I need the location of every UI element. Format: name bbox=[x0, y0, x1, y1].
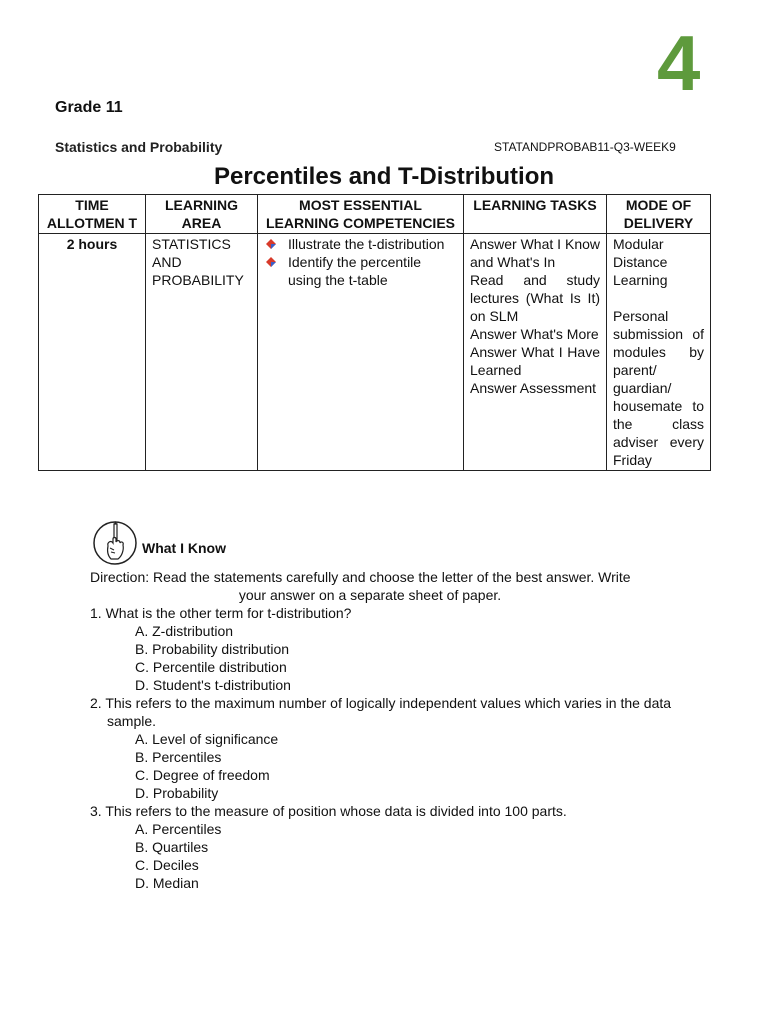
question-text: 3. This refers to the measure of position whose data is divided into 100 parts. bbox=[90, 803, 567, 819]
mode-item: Modular Distance Learning bbox=[613, 236, 668, 288]
subtitle-cut: Statistics and Probability bbox=[55, 139, 223, 155]
task-item: Answer What I Have Learned bbox=[470, 344, 600, 378]
option-text: D. Student's t-distribution bbox=[135, 677, 291, 693]
mode-item: Personal submission of modules by parent/ guardian/ housemate to the class adviser every Friday bbox=[613, 308, 704, 468]
header-learning-tasks: LEARNING TASKS bbox=[464, 195, 607, 234]
lesson-plan-table bbox=[38, 194, 711, 471]
competencies-cell bbox=[258, 234, 464, 471]
learning-area-cell: STATISTICS AND PROBABILITY bbox=[146, 234, 258, 471]
option-text: A. Level of significance bbox=[135, 731, 279, 747]
question-item bbox=[90, 604, 690, 694]
grade-label: Grade 11 bbox=[55, 99, 123, 116]
table-header-row bbox=[39, 195, 711, 234]
option-text: D. Probability bbox=[135, 785, 219, 801]
arrow-bullet-icon bbox=[266, 257, 276, 267]
module-code: STATANDPROBAB11-Q3-WEEK9 bbox=[494, 140, 676, 154]
section-title: What I Know bbox=[142, 540, 226, 556]
direction-line: your answer on a separate sheet of paper. bbox=[238, 587, 502, 603]
option-text: B. Percentiles bbox=[135, 749, 222, 765]
quiz-section bbox=[90, 568, 690, 892]
hand-pencil-icon bbox=[92, 520, 138, 566]
header-competencies: MOST ESSENTIAL LEARNING COMPETENCIES bbox=[258, 195, 464, 234]
spacer bbox=[613, 289, 704, 307]
competency-text: Identify the percentile using the t-table bbox=[288, 254, 422, 288]
option-text: C. Deciles bbox=[135, 857, 199, 873]
page-number: 4 bbox=[657, 19, 701, 107]
question-text: 2. This refers to the maximum number of logically independent values which varies in the data sample. bbox=[90, 695, 672, 729]
competency-text: Illustrate the t-distribution bbox=[288, 236, 445, 252]
page-title: Percentiles and T-Distribution bbox=[213, 163, 555, 190]
table-row bbox=[39, 234, 711, 471]
option-text: A. Z-distribution bbox=[135, 623, 234, 639]
direction-line: Direction: Read the statements carefully and choose the letter of the best answer. Write bbox=[90, 569, 631, 585]
option-text: C. Degree of freedom bbox=[135, 767, 270, 783]
task-item: Answer What I Know and What's In bbox=[470, 236, 600, 270]
question-text: 1. What is the other term for t-distribution? bbox=[90, 605, 352, 621]
header-mode-of-delivery: MODE OF DELIVERY bbox=[607, 195, 711, 234]
option-text: D. Median bbox=[135, 875, 199, 891]
task-item: Answer What's More bbox=[470, 326, 599, 342]
option-text: B. Quartiles bbox=[135, 839, 209, 855]
mode-of-delivery-cell bbox=[607, 234, 711, 471]
option-text: A. Percentiles bbox=[135, 821, 222, 837]
competency-item bbox=[288, 235, 457, 253]
task-item: Answer Assessment bbox=[470, 380, 597, 396]
direction-text bbox=[90, 568, 690, 604]
time-allotment-cell: 2 hours bbox=[39, 234, 146, 471]
competency-item bbox=[288, 253, 457, 289]
arrow-bullet-icon bbox=[266, 239, 276, 249]
option-text: B. Probability distribution bbox=[135, 641, 290, 657]
question-item bbox=[90, 694, 690, 802]
question-item bbox=[90, 802, 690, 892]
learning-tasks-cell bbox=[464, 234, 607, 471]
header-learning-area: LEARNING AREA bbox=[146, 195, 258, 234]
header-time-allotment: TIME ALLOTMEN T bbox=[39, 195, 146, 234]
option-text: C. Percentile distribution bbox=[135, 659, 287, 675]
task-item: Read and study lectures (What Is It) on SLM bbox=[470, 272, 600, 324]
